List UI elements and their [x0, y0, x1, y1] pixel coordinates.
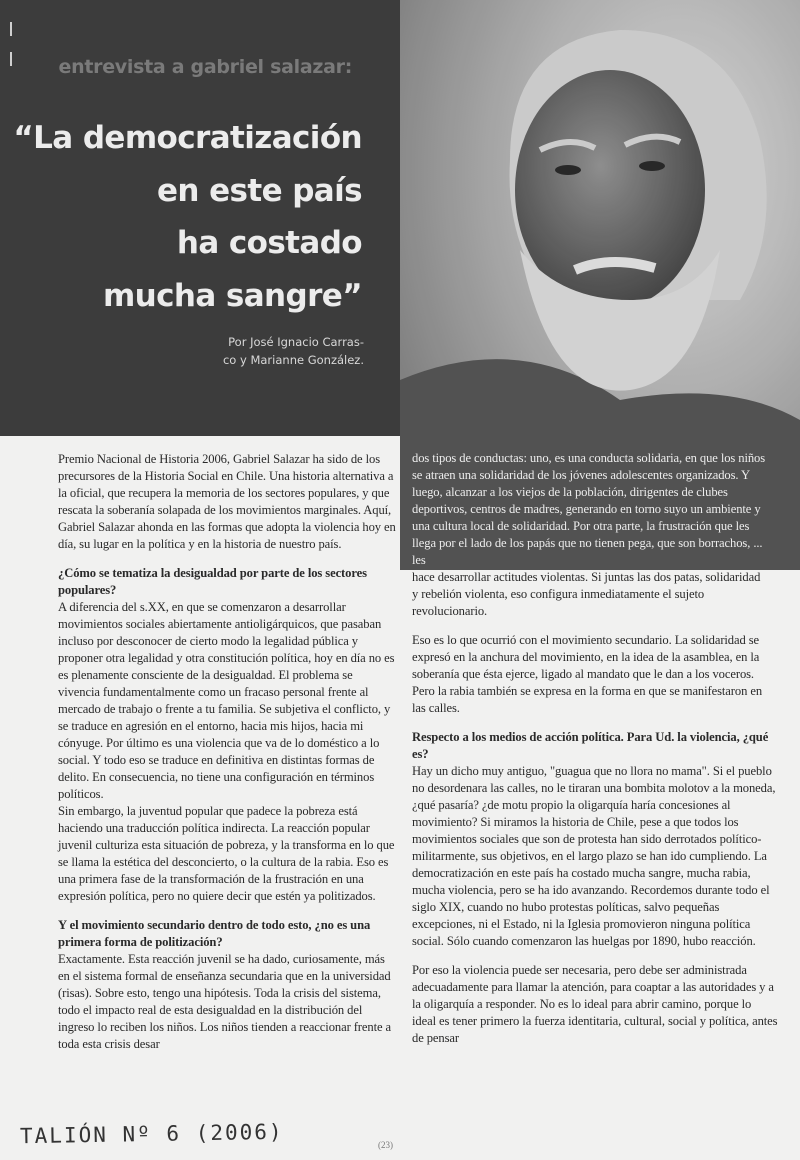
crop-mark	[10, 22, 12, 36]
title-line: en este país	[157, 172, 362, 209]
intro-paragraph: Premio Nacional de Historia 2006, Gabriel Salazar ha sido de los precursores de la Historia Social en Chile. Una historia alternativa a la oficial, que recupera la memoria de los sectores populares, y que rescata la soberanía solapada de los movimientos marginales. Aquí, Gabriel Salazar ahonda en las formas que adopta la violencia hoy en día, su lugar en la política y en la historia de nuestro país.	[58, 452, 396, 551]
title-line: ha costado	[176, 225, 362, 261]
answer-1-continued: Sin embargo, la juventud popular que padece la pobreza está haciendo una traducción política indirecta. La reacción popular juvenil culturiza esta situación de pobreza, y la transforma en lo que se llama la estética del desconcierto, o la cultura de la rabia. Eso es una primera fase de la transformación de la frustración en una expresión política, pero no quiere decir que estén ya politizados.	[58, 804, 395, 903]
title-line: “La democratización	[13, 120, 362, 156]
article-title	[13, 112, 362, 322]
byline	[223, 333, 364, 369]
question-3: Respecto a los medios de acción política. Para Ud. la violencia, ¿qué es?	[412, 730, 769, 761]
page-number: (23)	[378, 1140, 393, 1150]
byline-line: Por José Ignacio Carras-	[228, 335, 364, 349]
answer-3: Hay un dicho muy antiguo, "guagua que no llora no mama". Si el pueblo no desordenara las calles, no le tiraran una bombita molotov a la moneda, ¿qué pasaría? ¿de motu propio la oligarquía haría concesiones al movimiento? Si miramos la historia de Chile, pese a que todos los movimientos sociales que son de protesta han sido derrotados político-militarmente, sus objetivos, en el largo plazo se han ido cumpliendo. La democratización en este país ha costado mucha sangre, mucha rabia, mucha violencia, pero se ha ido avanzando. Recordemos durante todo el siglo XIX, cuando no hubo protestas políticas, salvo pequeñas excepciones, ni el Estado, ni la Iglesia promovieron ninguna política social. Sólo cuando comenzaron las huelgas por 1890, hubo reacción.	[412, 764, 776, 948]
answer-2-continued-over-photo: dos tipos de conductas: uno, es una conducta solidaria, en que los niños se atraen una solidaridad de los jóvenes adolescentes organizados. Y luego, alcanzar a los viejos de la población, dirigentes de clubes deportivos, centros de madres, generando en torno suyo un ambiente y una cultura local de solidaridad. Por otra parte, la frustración que les llega por el lado de los papás que no tienen pega, que son borrachos, ... les	[412, 451, 766, 567]
answer-2: Exactamente. Esta reacción juvenil se ha dado, curiosamente, más en el sistema formal de enseñanza secundaria que en la universidad (risas). Sobre esto, tengo una hipótesis. Toda la crisis del sistema, todo el impacto real de esta desigualdad en la distribución del ingreso lo reciben los niños. Los niños tienden a reaccionar frente a toda esta crisis desar	[58, 952, 392, 1051]
answer-2-paragraph: Eso es lo que ocurrió con el movimiento secundario. La solidaridad se expresó en la anchura del movimiento, en la idea de la asamblea, en la soberanía que ésta ejerce, ligado al mandato que le dan a los voceros. Pero la rabia también se expresa en la forma en que se manifestaron en las calles.	[412, 633, 763, 715]
title-line: mucha sangre”	[102, 277, 362, 314]
left-column	[58, 451, 396, 1053]
byline-line: co y Marianne González.	[222, 353, 364, 367]
answer-3-continued: Por eso la violencia puede ser necesaria, pero debe ser administrada adecuadamente para llamar la atención, para coaptar a las autoridades y a la oligarquía a responder. No es lo ideal para abrir camino, porque lo ideal es tener primero la fuerza identitaria, cultural, social y política, antes de pensar	[412, 963, 778, 1045]
answer-2-continued: hace desarrollar actitudes violentas. Si juntas las dos patas, solidaridad y rebelión violenta, eso configura inmediatamente el sujeto revolucionario.	[412, 570, 761, 618]
handwritten-note: TALIÓN Nº 6 (2006)	[19, 1119, 284, 1149]
article-kicker: entrevista a gabriel salazar:	[58, 56, 352, 78]
title-panel	[0, 0, 400, 436]
answer-1: A diferencia del s.XX, en que se comenzaron a desarrollar movimientos sociales abiertamente antioligárquicos, que pasaban incluso por desconocer de cierto modo la legalidad pública y proponer otra legalidad y otra constitución política, hoy en día no es es plenamente consciente de la desigualdad. El problema se vivencia fundamentalmente como un fracaso personal frente al mercado de trabajo o frente a tu familia. Se subjetiva el conflicto, y se traduce en agresión en el entorno, hacia mis hijos, hacia mi cónyuge. Por último es una violencia que va de lo doméstico a lo social. Y todo eso se traduce en definitiva en distintas formas de delito. En consecuencia, no tiene una configuración en términos políticos.	[58, 600, 395, 801]
question-1: ¿Cómo se tematiza la desigualdad por parte de los sectores populares?	[58, 566, 367, 597]
right-column	[412, 450, 778, 1047]
question-2: Y el movimiento secundario dentro de todo esto, ¿no es una primera forma de politización?	[58, 918, 371, 949]
